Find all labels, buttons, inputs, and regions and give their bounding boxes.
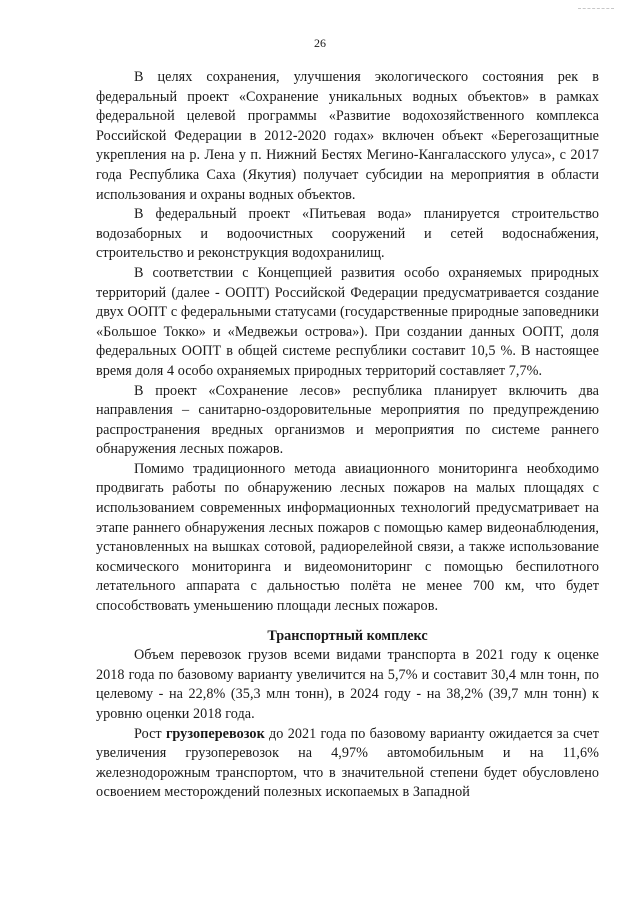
document-body — [96, 68, 599, 803]
page-number: 26 — [314, 36, 326, 50]
section-heading-transport: Транспортный комплекс — [267, 627, 428, 644]
freight-bold-term: грузоперевозок — [165, 725, 265, 742]
freight-rest-text: до 2021 года по базовому варианту ожидается за счет увеличения грузоперевозок на 4,97% автомобильным и на 11,6% железнодорожным транспортом, что в значительной степени будет обусловлено освоением месторождений полезных ископаемых в Западной — [96, 725, 600, 801]
paragraph-water-objects: В целях сохранения, улучшения экологического состояния рек в федеральный проект «Сохранение уникальных водных объектов» в рамках федеральной целевой программы «Развитие водохозяйственного комплекса Российской Федерации в 2012-2020 годах» включен объект «Берегозащитные укрепления на р. Лена у п. Нижний Бестях Мегино-Кангаласского улуса», с 2017 года Республика Саха (Якутия) получает субсидии на мероприятия в области использования и охраны водных объектов. — [96, 69, 599, 203]
paragraph-protected-areas: В соответствии с Концепцией развития особо охраняемых природных территорий (далее - ООПТ) Российской Федерации предусматривается создание двух ООПТ с федеральными статусами (государственные природные заповедники «Большое Токко» и «Медвежьи острова»). При создании данных ООПТ, доля федеральных ООПТ в общей системе республики составит 10,5 %. В настоящее время доля 4 особо охраняемых природных территорий составляет 7,7%. — [96, 264, 599, 379]
freight-lead-text: Рост — [134, 725, 166, 742]
scan-corner-mark — [578, 8, 614, 10]
paragraph-freight-growth — [96, 725, 599, 803]
paragraph-forest-conservation: В проект «Сохранение лесов» республика планирует включить два направления – санитарно-оздоровительные мероприятия по предупреждению распространения вредных организмов и мероприятия по системе раннего обнаружения лесных пожаров. — [96, 382, 599, 458]
paragraph-fire-monitoring: Помимо традиционного метода авиационного мониторинга необходимо продвигать работы по обнаружению лесных пожаров на малых площадях с использованием современных информационных технологий предусматривает на этапе раннего обнаружения лесных пожаров с помощью камер видеонаблюдения, установленных на вышках сотовой, радиорелейной связи, а также использование космического мониторинга и видеомониторинг с помощью беспилотного летательного аппарата с дальностью полёта не менее 700 км, что будет способствовать уменьшению площади лесных пожаров. — [96, 460, 599, 615]
paragraph-drinking-water: В федеральный проект «Питьевая вода» планируется строительство водозаборных и водоочистных сооружений и сетей водоснабжения, строительство и реконструкция водохранилищ. — [96, 206, 599, 262]
paragraph-transport-volume: Объем перевозок грузов всеми видами транспорта в 2021 году к оценке 2018 года по базовому варианту увеличится на 5,7% и составит 30,4 млн тонн, по целевому - на 22,8% (35,3 млн тонн), в 2024 году - на 38,2% (39,7 млн тонн) к уровню оценки 2018 года. — [96, 647, 599, 722]
